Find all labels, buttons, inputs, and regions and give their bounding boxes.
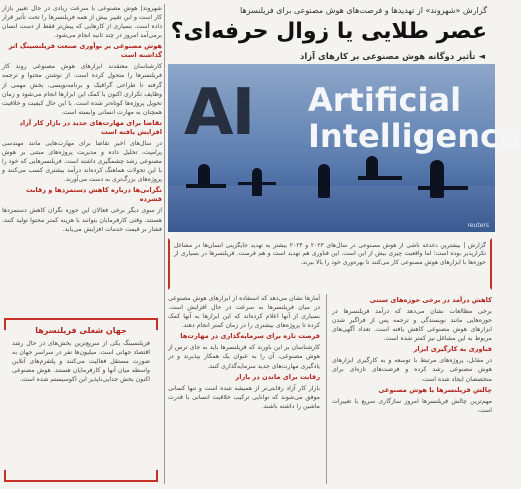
right-heading-3: چالش فریلنسرها با هوش مصنوعی bbox=[378, 385, 492, 394]
left-paragraph-3: از سوی دیگر برخی فعالان این حوزه نگران کاهش دستمزدها هستند. وقتی کارفرمایان بتوانند با هزینه کمتر محتوا تولید کنند، فشار بر قیمت خدمات افزایش می‌یابد. bbox=[2, 207, 162, 233]
photo-word-intelligence: Intelligence bbox=[308, 117, 521, 155]
silhouette-person-3 bbox=[318, 164, 330, 198]
right-column bbox=[332, 294, 492, 484]
middle-heading-2: رقابت برای ماندن در بازار bbox=[235, 372, 320, 381]
photo-ai-text: AI bbox=[184, 76, 254, 150]
silhouette-desk-4 bbox=[418, 186, 468, 190]
column-divider-2 bbox=[326, 294, 327, 484]
column-divider bbox=[164, 4, 165, 484]
sidebar-box-title: جهان شغلی فریلنسرها bbox=[35, 326, 127, 335]
box-corner-bl bbox=[4, 470, 16, 482]
right-paragraph-1: برخی مطالعات نشان می‌دهد که درآمد فریلنسرها در حوزه‌هایی مانند نویسندگی و ترجمه پس از فراگیر شدن ابزارهای هوش مصنوعی کاهش یافته است. تعداد آگهی‌های مربوط به این مشاغل نیز کمتر شده است. bbox=[332, 308, 492, 343]
right-heading-1: کاهش درآمد در برخی حوزه‌های سنتی bbox=[369, 296, 492, 304]
left-heading-3: نگرانی‌ها درباره کاهش دستمزدها و رقابت فشرده bbox=[25, 186, 162, 204]
middle-paragraph-3: بازار کار آزاد رقابتی‌تر از همیشه شده است و تنها کسانی موفق می‌شوند که توانایی ترکیب خلاقیت انسانی با قدرت ماشین را داشته باشند. bbox=[168, 384, 320, 410]
box-corner-tr bbox=[146, 318, 158, 330]
sidebar-box-text: فریلنسینگ یکی از سریع‌ترین بخش‌های در حال رشد اقتصاد جهانی است. میلیون‌ها نفر در سراسر جهان به صورت مستقل فعالیت می‌کنند و پلتفرم‌های آنلاین واسطه میان آنها و کارفرمایان هستند. هوش مصنوعی اکنون بخش جدایی‌ناپذیر این اکوسیستم شده است. bbox=[12, 340, 150, 384]
photo-ai-words bbox=[308, 82, 521, 154]
silhouette-person-5 bbox=[430, 160, 444, 198]
subhead: ◄ تأثیر دوگانه هوش مصنوعی بر کارهای آزاد bbox=[300, 52, 485, 62]
box-corner-tl bbox=[4, 318, 16, 330]
sidebar-box bbox=[4, 318, 158, 482]
middle-paragraph-2: کارشناسان بر این باورند که فریلنسرها باید به جای ترس از هوش مصنوعی، آن را به عنوان یک همکار بپذیرند و در یادگیری مهارت‌های جدید سرمایه‌گذاری کنند. bbox=[168, 344, 320, 370]
photo-word-artificial: Artificial bbox=[308, 81, 462, 119]
right-paragraph-2: در مقابل، پروژه‌های مرتبط با توسعه و به کارگیری ابزارهای هوش مصنوعی رشد کرده و فرصت‌های تازه‌ای برای متخصصان ایجاد شده است. bbox=[332, 357, 492, 383]
left-intro: شهروند| هوش مصنوعی با سرعت زیادی در حال تغییر بازار کار است و این تغییر بیش از همه فریلنسرها را تحت تأثیر قرار داده است. بسیاری از کارهایی که پیش‌تر فقط از دست انسان برمی‌آمد امروز در چند ثانیه انجام می‌شود. bbox=[2, 5, 162, 40]
photo-credit: reuters bbox=[467, 222, 489, 229]
left-paragraph-2: در سال‌های اخیر تقاضا برای مهارت‌هایی مانند مهندسی پرامپت، تحلیل داده و مدیریت پروژه‌های مبتنی بر هوش مصنوعی رشد چشمگیری داشته است. فریلنسرهایی که خود را با این تحولات هماهنگ کرده‌اند درآمد بیشتری کسب می‌کنند و پروژه‌های بزرگ‌تری به دست می‌آورند. bbox=[2, 139, 162, 184]
lead-teaser bbox=[168, 238, 492, 290]
left-heading-2: تقاضا برای مهارت‌های جدید در بازار کار آزاد افزایش یافته است bbox=[19, 118, 162, 136]
middle-paragraph-1: آمارها نشان می‌دهد که استفاده از ابزارهای هوش مصنوعی در میان فریلنسرها به سرعت در حال افزایش است. بسیاری از آنها اعلام کرده‌اند که این ابزارها به آنها کمک کرده تا پروژه‌های بیشتری را در زمان کمتر انجام دهند. bbox=[168, 295, 320, 330]
silhouette-person-4 bbox=[366, 156, 378, 178]
silhouette-person-1 bbox=[198, 164, 210, 186]
headline: عصر طلایی یا زوال حرفه‌ای؟ bbox=[170, 19, 487, 44]
left-heading-1: هوش مصنوعی بر نوآوری صنعت فریلنسینگ اثر گذاشته است bbox=[8, 42, 162, 60]
middle-column bbox=[168, 294, 320, 484]
left-paragraph-1: کارشناسان معتقدند ابزارهای هوش مصنوعی روند کار فریلنسرها را متحول کرده است. از نوشتن محتوا و ترجمه گرفته تا طراحی گرافیک و برنامه‌نویسی، بخش مهمی از وظایف تکراری اکنون با کمک این ابزارها انجام می‌شود و زمان تحویل پروژه‌ها کوتاه‌تر شده است. با این حال کیفیت و خلاقیت همچنان به مهارت انسانی وابسته است. bbox=[2, 63, 162, 116]
lead-photo bbox=[168, 64, 521, 232]
silhouette-desk-2 bbox=[238, 182, 276, 185]
middle-heading-1: فرصت تازه برای سرمایه‌گذاری در مهارت‌ها bbox=[180, 332, 320, 341]
right-heading-2: فناوری به کارگیری ابزار bbox=[413, 345, 492, 354]
right-paragraph-3: مهم‌ترین چالش فریلنسرها امروز سازگاری سریع با تغییرات است. bbox=[332, 397, 492, 414]
silhouette-desk-3 bbox=[358, 176, 402, 180]
box-corner-br bbox=[146, 470, 158, 482]
kicker: گزارش «شهروند» از تهدیدها و فرصت‌های هوش مصنوعی برای فریلنسرها bbox=[240, 6, 487, 15]
lead-teaser-text: گزارش | بیشترین دغدغه ناشی از هوش مصنوعی در سال‌های ۲۰۲۳ و ۲۰۲۴ بیشتر به تهدید جایگزینی انسان‌ها در مشاغل تکرارپذیر بوده است؛ اما واقعیت چیزی بیش از این است. این فناوری هم تهدید است و هم فرصت. فریلنسرها در بسیاری از حوزه‌ها با ابزارهای هوش مصنوعی کار می‌کنند تا بهره‌وری خود را بالا ببرند. bbox=[174, 242, 486, 266]
photo-floor bbox=[168, 186, 495, 232]
